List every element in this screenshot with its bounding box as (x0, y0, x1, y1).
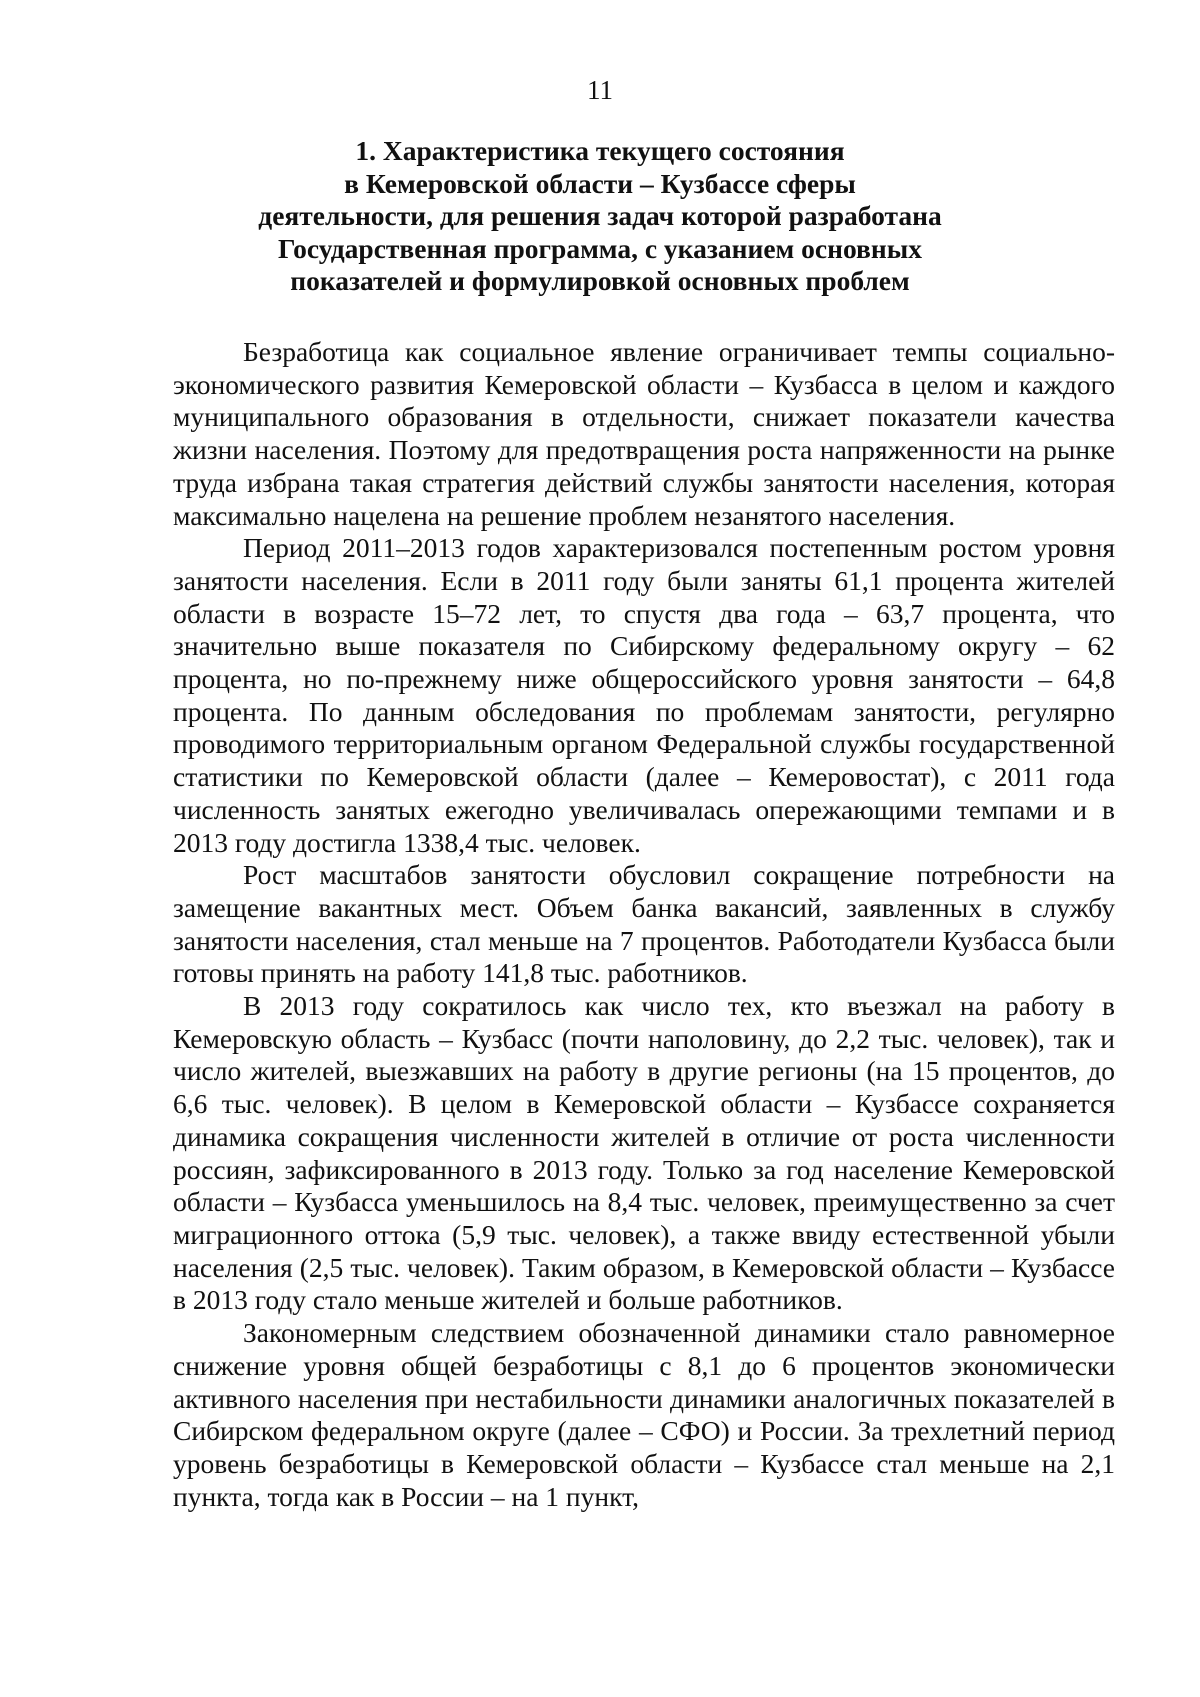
section-title (200, 135, 1000, 298)
section-title-line: Государственная программа, с указанием основных (278, 232, 922, 264)
paragraph: Период 2011–2013 годов характеризовался постепенным ростом уровня занятости населения. Если в 2011 году были заняты 61,1 процента жителей области в возрасте 15–72 лет, то спустя два года – 63,7 процента, что значительно выше показателя по Сибирскому федеральному округу – 62 процента, но по-прежнему ниже общероссийского уровня занятости – 64,8 процента. По данным обследования по проблемам занятости, регулярно проводимого территориальным органом Федеральной службы государственной статистики по Кемеровской области (далее – Кемеровостат), с 2011 года численность занятых ежегодно увеличивалась опережающими темпами и в 2013 году достигла 1338,4 тыс. человек. (173, 532, 1115, 858)
paragraph: Закономерным следствием обозначенной динамики стало равномерное снижение уровня общей безработицы с 8,1 до 6 процентов экономически активного населения при нестабильности динамики аналогичных показателей в Сибирском федеральном округе (далее – СФО) и России. За трехлетний период уровень безработицы в Кемеровской области – Кузбассе стал меньше на 2,1 пункта, тогда как в России – на 1 пункт, (173, 1317, 1115, 1512)
paragraph: Рост масштабов занятости обусловил сокращение потребности на замещение вакантных мест. Объем банка вакансий, заявленных в службу занятости населения, стал меньше на 7 процентов. Работодатели Кузбасса были готовы принять на работу 141,8 тыс. работников. (173, 859, 1115, 989)
page-number: 11 (587, 75, 613, 105)
section-title-line: показателей и формулировкой основных проблем (290, 265, 910, 296)
paragraph: Безработица как социальное явление ограничивает темпы социально-экономического развития Кемеровской области – Кузбасса в целом и каждого муниципального образования в отдельности, снижает показатели качества жизни населения. Поэтому для предотвращения роста напряженности на рынке труда избрана такая стратегия действий службы занятости населения, которая максимально нацелена на решение проблем незанятого населения. (173, 336, 1115, 531)
section-title-line: в Кемеровской области – Кузбассе сферы (344, 167, 856, 199)
section-title-line: деятельности, для решения задач которой разработана (258, 200, 942, 231)
body-text (173, 336, 1115, 1513)
section-title-line: 1. Характеристика текущего состояния (355, 135, 845, 166)
paragraph: В 2013 году сократилось как число тех, кто въезжал на работу в Кемеровскую область – Кузбасс (почти наполовину, до 2,2 тыс. человек), так и число жителей, выезжавших на работу в другие регионы (на 15 процентов, до 6,6 тыс. человек). В целом в Кемеровской области – Кузбассе сохраняется динамика сокращения численности жителей в отличие от роста численности россиян, зафиксированного в 2013 году. Только за год население Кемеровской области – Кузбасса уменьшилось на 8,4 тыс. человек, преимущественно за счет миграционного оттока (5,9 тыс. человек), а также ввиду естественной убыли населения (2,5 тыс. человек). Таким образом, в Кемеровской области – Кузбассе в 2013 году стало меньше жителей и больше работников. (173, 990, 1115, 1316)
